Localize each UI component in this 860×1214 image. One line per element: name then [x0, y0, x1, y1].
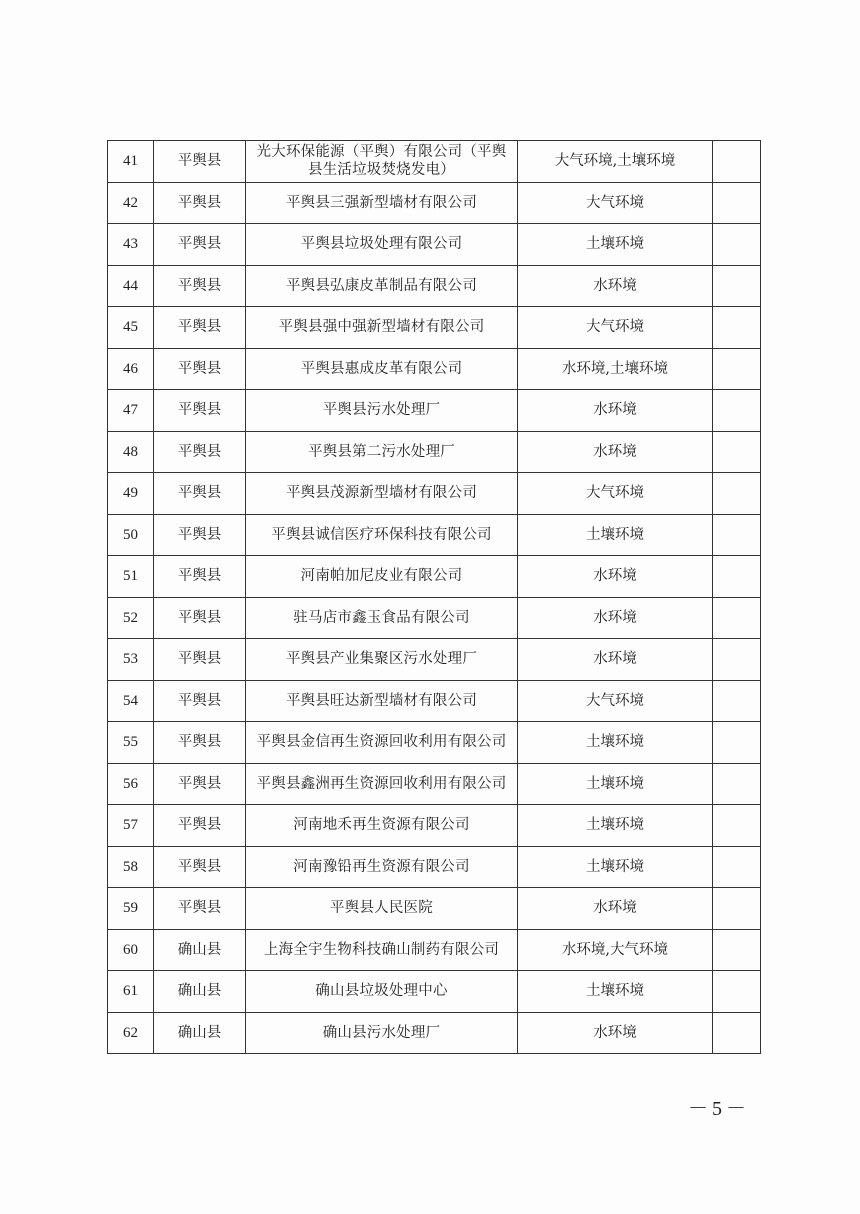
table-body — [108, 141, 761, 1054]
county-cell: 平舆县 — [154, 514, 246, 556]
row-number-cell: 41 — [108, 141, 154, 183]
company-name-cell: 平舆县诚信医疗环保科技有限公司 — [246, 514, 518, 556]
environment-type-cell: 水环境 — [518, 390, 713, 432]
company-name-cell: 平舆县金信再生资源回收利用有限公司 — [246, 722, 518, 764]
row-number-cell: 46 — [108, 348, 154, 390]
county-cell: 平舆县 — [154, 307, 246, 349]
company-name-cell: 平舆县鑫洲再生资源回收利用有限公司 — [246, 763, 518, 805]
table-row — [108, 846, 761, 888]
environment-type-cell: 土壤环境 — [518, 224, 713, 266]
environment-type-cell: 水环境 — [518, 597, 713, 639]
environment-type-cell: 水环境 — [518, 639, 713, 681]
environment-type-cell: 水环境,大气环境 — [518, 929, 713, 971]
row-number-cell: 58 — [108, 846, 154, 888]
table-row — [108, 763, 761, 805]
company-name-cell: 河南豫铅再生资源有限公司 — [246, 846, 518, 888]
table-row — [108, 473, 761, 515]
county-cell: 确山县 — [154, 1012, 246, 1054]
county-cell: 平舆县 — [154, 431, 246, 473]
note-cell — [713, 556, 761, 598]
environment-type-cell: 土壤环境 — [518, 763, 713, 805]
note-cell — [713, 514, 761, 556]
note-cell — [713, 888, 761, 930]
note-cell — [713, 722, 761, 764]
note-cell — [713, 597, 761, 639]
environment-type-cell: 土壤环境 — [518, 846, 713, 888]
row-number-cell: 59 — [108, 888, 154, 930]
row-number-cell: 55 — [108, 722, 154, 764]
table-row — [108, 722, 761, 764]
county-cell: 平舆县 — [154, 141, 246, 183]
table-row — [108, 224, 761, 266]
county-cell: 平舆县 — [154, 680, 246, 722]
row-number-cell: 47 — [108, 390, 154, 432]
company-name-cell: 平舆县强中强新型墙材有限公司 — [246, 307, 518, 349]
note-cell — [713, 141, 761, 183]
environment-type-cell: 水环境 — [518, 888, 713, 930]
note-cell — [713, 1012, 761, 1054]
environment-type-cell: 水环境 — [518, 1012, 713, 1054]
company-name-cell: 平舆县惠成皮革有限公司 — [246, 348, 518, 390]
table-row — [108, 307, 761, 349]
company-name-cell: 平舆县产业集聚区污水处理厂 — [246, 639, 518, 681]
county-cell: 平舆县 — [154, 390, 246, 432]
row-number-cell: 62 — [108, 1012, 154, 1054]
note-cell — [713, 846, 761, 888]
county-cell: 平舆县 — [154, 556, 246, 598]
row-number-cell: 44 — [108, 265, 154, 307]
table-row — [108, 680, 761, 722]
county-cell: 确山县 — [154, 971, 246, 1013]
note-cell — [713, 265, 761, 307]
row-number-cell: 43 — [108, 224, 154, 266]
row-number-cell: 45 — [108, 307, 154, 349]
row-number-cell: 49 — [108, 473, 154, 515]
environment-type-cell: 水环境 — [518, 431, 713, 473]
table-row — [108, 514, 761, 556]
county-cell: 平舆县 — [154, 639, 246, 681]
page-number: －5－ — [688, 1098, 750, 1120]
company-name-cell: 平舆县茂源新型墙材有限公司 — [246, 473, 518, 515]
county-cell: 平舆县 — [154, 722, 246, 764]
environment-type-cell: 土壤环境 — [518, 722, 713, 764]
environment-type-cell: 大气环境 — [518, 307, 713, 349]
note-cell — [713, 390, 761, 432]
company-name-cell: 平舆县旺达新型墙材有限公司 — [246, 680, 518, 722]
table-row — [108, 639, 761, 681]
table-row — [108, 888, 761, 930]
county-cell: 确山县 — [154, 929, 246, 971]
note-cell — [713, 307, 761, 349]
row-number-cell: 57 — [108, 805, 154, 847]
county-cell: 平舆县 — [154, 473, 246, 515]
row-number-cell: 48 — [108, 431, 154, 473]
company-name-cell: 平舆县人民医院 — [246, 888, 518, 930]
company-name-cell: 光大环保能源（平舆）有限公司（平舆县生活垃圾焚烧发电） — [246, 141, 518, 183]
environment-type-cell: 大气环境,土壤环境 — [518, 141, 713, 183]
county-cell: 平舆县 — [154, 805, 246, 847]
note-cell — [713, 971, 761, 1013]
environment-type-cell: 土壤环境 — [518, 971, 713, 1013]
note-cell — [713, 929, 761, 971]
note-cell — [713, 473, 761, 515]
note-cell — [713, 431, 761, 473]
note-cell — [713, 680, 761, 722]
table-row — [108, 597, 761, 639]
company-name-cell: 河南地禾再生资源有限公司 — [246, 805, 518, 847]
note-cell — [713, 224, 761, 266]
county-cell: 平舆县 — [154, 182, 246, 224]
note-cell — [713, 182, 761, 224]
note-cell — [713, 639, 761, 681]
environment-type-cell: 土壤环境 — [518, 514, 713, 556]
table-row — [108, 141, 761, 183]
table-row — [108, 390, 761, 432]
county-cell: 平舆县 — [154, 224, 246, 266]
row-number-cell: 51 — [108, 556, 154, 598]
environment-type-cell: 大气环境 — [518, 680, 713, 722]
table-row — [108, 348, 761, 390]
row-number-cell: 60 — [108, 929, 154, 971]
note-cell — [713, 348, 761, 390]
note-cell — [713, 805, 761, 847]
row-number-cell: 54 — [108, 680, 154, 722]
environment-type-cell: 大气环境 — [518, 473, 713, 515]
company-name-cell: 平舆县垃圾处理有限公司 — [246, 224, 518, 266]
company-name-cell: 确山县污水处理厂 — [246, 1012, 518, 1054]
county-cell: 平舆县 — [154, 348, 246, 390]
table-row — [108, 805, 761, 847]
row-number-cell: 61 — [108, 971, 154, 1013]
row-number-cell: 50 — [108, 514, 154, 556]
company-name-cell: 确山县垃圾处理中心 — [246, 971, 518, 1013]
environment-type-cell: 水环境,土壤环境 — [518, 348, 713, 390]
company-name-cell: 驻马店市鑫玉食品有限公司 — [246, 597, 518, 639]
company-name-cell: 平舆县污水处理厂 — [246, 390, 518, 432]
row-number-cell: 56 — [108, 763, 154, 805]
county-cell: 平舆县 — [154, 888, 246, 930]
table-row — [108, 265, 761, 307]
row-number-cell: 53 — [108, 639, 154, 681]
table-row — [108, 971, 761, 1013]
company-name-cell: 上海全宇生物科技确山制药有限公司 — [246, 929, 518, 971]
table-row — [108, 1012, 761, 1054]
company-name-cell: 平舆县三强新型墙材有限公司 — [246, 182, 518, 224]
table-row — [108, 182, 761, 224]
note-cell — [713, 763, 761, 805]
row-number-cell: 42 — [108, 182, 154, 224]
county-cell: 平舆县 — [154, 846, 246, 888]
row-number-cell: 52 — [108, 597, 154, 639]
environment-type-cell: 水环境 — [518, 265, 713, 307]
table-row — [108, 929, 761, 971]
table-row — [108, 431, 761, 473]
company-name-cell: 平舆县第二污水处理厂 — [246, 431, 518, 473]
environment-type-cell: 土壤环境 — [518, 805, 713, 847]
company-name-cell: 平舆县弘康皮革制品有限公司 — [246, 265, 518, 307]
table-row — [108, 556, 761, 598]
company-name-cell: 河南帕加尼皮业有限公司 — [246, 556, 518, 598]
environment-type-cell: 水环境 — [518, 556, 713, 598]
county-cell: 平舆县 — [154, 763, 246, 805]
county-cell: 平舆县 — [154, 597, 246, 639]
enterprise-table — [107, 140, 761, 1054]
county-cell: 平舆县 — [154, 265, 246, 307]
environment-type-cell: 大气环境 — [518, 182, 713, 224]
